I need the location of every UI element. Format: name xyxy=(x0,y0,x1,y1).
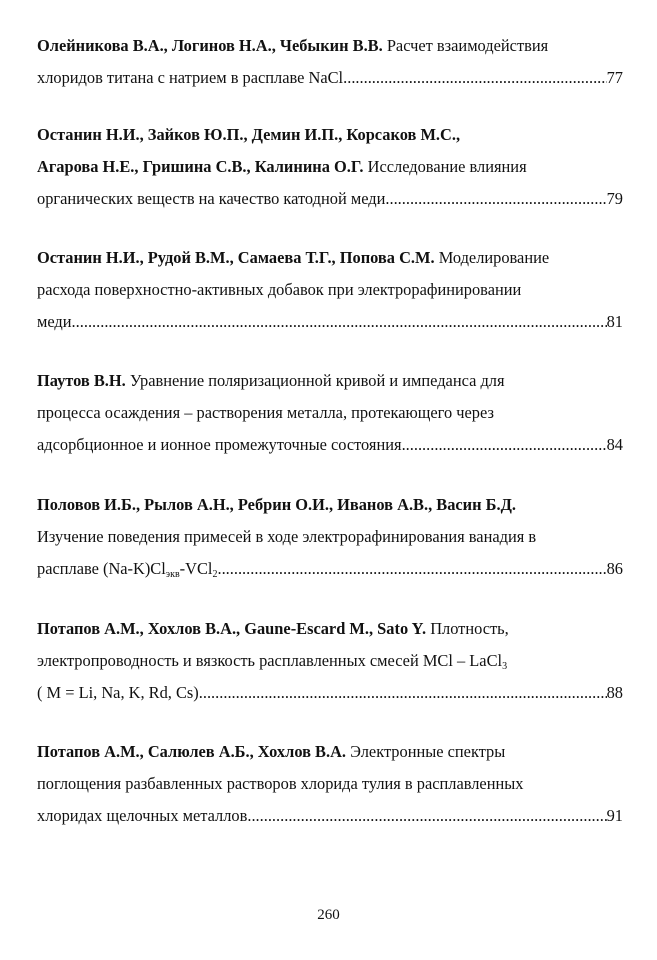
formula-part: электропроводность и вязкость расплавленных смесей MCl – LaCl xyxy=(37,651,503,670)
toc-entry xyxy=(37,736,623,832)
entry-authors: Олейникова В.А., Логинов Н.А., Чебыкин В.В. xyxy=(37,36,383,55)
toc-entry xyxy=(37,489,623,585)
formula-part: расплаве (Na-K)Cl xyxy=(37,559,166,578)
entry-last-line xyxy=(37,306,623,338)
formula-subscript: 2 xyxy=(212,569,218,580)
entry-last-line xyxy=(37,800,623,832)
leader-dots xyxy=(343,62,606,94)
entry-title-start: Исследование влияния xyxy=(367,157,527,176)
toc-entry xyxy=(37,365,623,461)
entry-authors: Паутов В.Н. xyxy=(37,371,126,390)
leader-dots xyxy=(72,306,607,338)
entry-title-start: Расчет взаимодействия xyxy=(386,36,549,55)
entry-authors: Останин Н.И., Зайков Ю.П., Демин И.П., Корсаков М.С., xyxy=(37,125,461,144)
entry-title-start: Плотность, xyxy=(430,619,509,638)
leader-dots xyxy=(247,800,606,832)
entry-first-line xyxy=(37,365,623,397)
entry-first-line xyxy=(37,242,623,274)
entry-authors-line2: Агарова Н.Е., Гришина С.В., Калинина О.Г. xyxy=(37,157,364,176)
entry-title-end: адсорбционное и ионное промежуточные состояния xyxy=(37,435,402,454)
entry-title-end: меди xyxy=(37,312,72,331)
entry-authors: Потапов А.М., Салюлев А.Б., Хохлов В.А. xyxy=(37,742,347,761)
entry-last-line xyxy=(37,429,623,461)
entry-last-line xyxy=(37,183,623,215)
formula-subscript: 3 xyxy=(502,661,508,672)
entry-title-end: хлоридах щелочных металлов xyxy=(37,806,248,825)
entry-first-line xyxy=(37,30,623,62)
entry-page: 88 xyxy=(606,683,623,702)
entry-title-line: расхода поверхностно-активных добавок при электрорафинировании xyxy=(37,280,522,299)
entry-page: 79 xyxy=(606,189,623,208)
entry-page: 77 xyxy=(606,68,623,87)
entry-title-line: поглощения разбавленных растворов хлорида тулия в расплавленных xyxy=(37,774,524,793)
entry-title-start: Электронные спектры xyxy=(350,742,506,761)
entry-page: 81 xyxy=(606,312,623,331)
formula-subscript: экв xyxy=(165,569,180,580)
entry-last-line xyxy=(37,677,623,709)
entry-title-line: процесса осаждения – растворения металла, протекающего через xyxy=(37,403,494,422)
entry-title-end: органических веществ на качество катодной меди xyxy=(37,189,386,208)
entry-first-line xyxy=(37,613,623,645)
entry-last-line xyxy=(37,553,623,585)
leader-dots xyxy=(402,429,607,461)
leader-dots xyxy=(199,677,607,709)
entry-first-line xyxy=(37,736,623,768)
entry-last-line xyxy=(37,62,623,94)
entry-title-end: хлоридов титана с натрием в расплаве NaCl xyxy=(37,68,344,87)
entry-authors: Потапов А.М., Хохлов В.А., Gaune-Escard M., Sato Y. xyxy=(37,619,427,638)
toc-entry xyxy=(37,119,623,215)
toc-entry xyxy=(37,30,623,94)
entry-second-line xyxy=(37,151,623,183)
entry-title-start: Уравнение поляризационной кривой и импеданса для xyxy=(129,371,505,390)
entry-title-line xyxy=(37,645,623,677)
formula-part: -VCl xyxy=(179,559,213,578)
entry-title-line: Изучение поведения примесей в ходе электрорафинирования ванадия в xyxy=(37,527,537,546)
entry-page: 86 xyxy=(606,559,623,578)
page-number: 260 xyxy=(317,907,340,923)
entry-page: 91 xyxy=(606,806,623,825)
toc-entry xyxy=(37,613,623,709)
entry-title-end: ( M = Li, Na, K, Rd, Cs) xyxy=(37,683,199,702)
entry-title-end xyxy=(37,553,217,585)
entry-title-start: Моделирование xyxy=(438,248,550,267)
leader-dots xyxy=(385,183,606,215)
toc-entry xyxy=(37,242,623,338)
entry-page: 84 xyxy=(606,435,623,454)
leader-dots xyxy=(217,553,606,585)
entry-authors: Половов И.Б., Рылов А.Н., Ребрин О.И., Иванов А.В., Васин Б.Д. xyxy=(37,495,516,514)
entry-authors: Останин Н.И., Рудой В.М., Самаева Т.Г., Попова С.М. xyxy=(37,248,435,267)
